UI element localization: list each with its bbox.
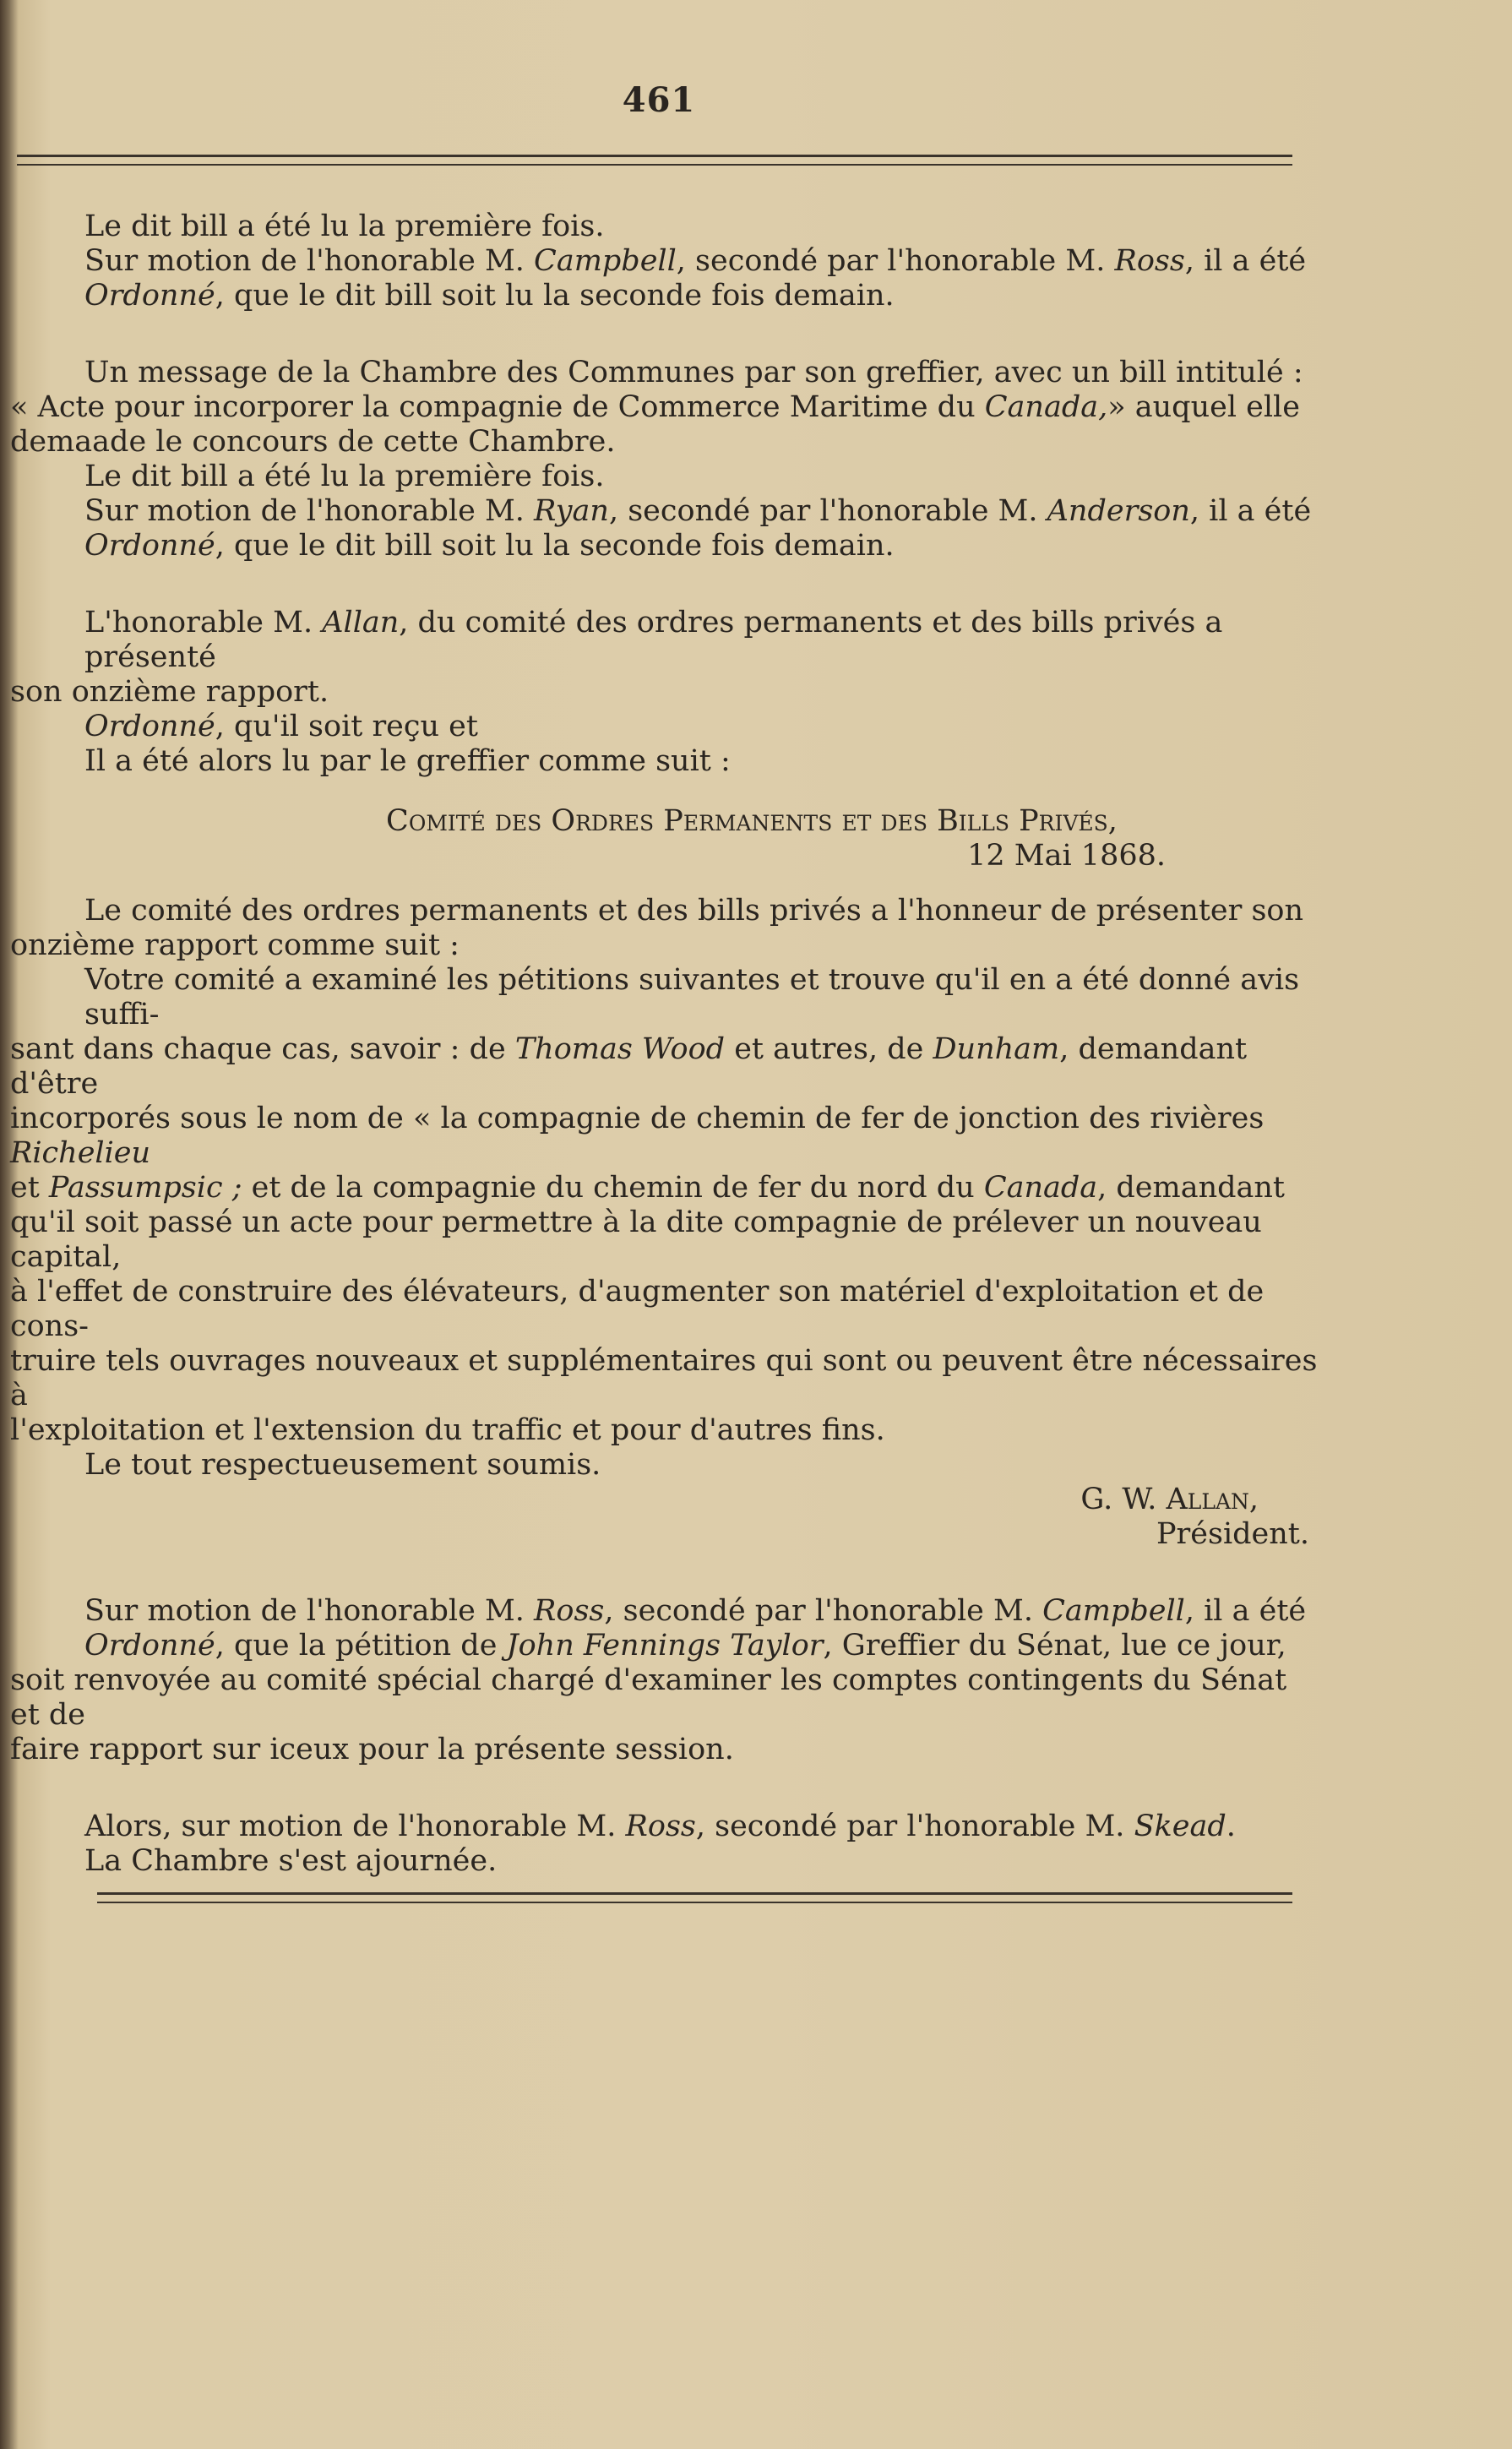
text-line: onzième rapport comme suit : bbox=[10, 928, 460, 962]
body-text bbox=[10, 210, 1318, 1879]
text-line: Un message de la Chambre des Communes par son greffier, avec un bill intitulé : bbox=[84, 356, 1303, 389]
footer-rule bbox=[97, 1892, 1292, 1903]
text-line: La Chambre s'est ajournée. bbox=[84, 1844, 498, 1878]
report-date: 12 Mai 1868. bbox=[967, 839, 1166, 873]
page-number: 461 bbox=[622, 80, 696, 120]
text-line: Le comité des ordres permanents et des bills privés a l'honneur de présenter son bbox=[84, 894, 1304, 928]
text-line: et Passumpsic ; et de la compagnie du chemin de fer du nord du Canada, demandant bbox=[10, 1171, 1285, 1205]
text-line: soit renvoyée au comité spécial chargé d'examiner les comptes contingents du Sénat et de bbox=[10, 1663, 1287, 1732]
text-line: Sur motion de l'honorable M. Ross, secondé par l'honorable M. Campbell, il a été bbox=[84, 1594, 1307, 1628]
text-line: « Acte pour incorporer la compagnie de Commerce Maritime du Canada,» auquel elle bbox=[10, 390, 1300, 424]
text-line: Il a été alors lu par le greffier comme suit : bbox=[84, 744, 731, 778]
text-line: qu'il soit passé un acte pour permettre à la dite compagnie de prélever un nouveau capital, bbox=[10, 1205, 1262, 1274]
text-line: sant dans chaque cas, savoir : de Thomas Wood et autres, de Dunham, demandant d'être bbox=[10, 1032, 1248, 1101]
text-line: Votre comité a examiné les pétitions suivantes et trouve qu'il en a été donné avis suffi- bbox=[84, 963, 1300, 1031]
text-line: Ordonné, que le dit bill soit lu la seconde fois demain. bbox=[84, 529, 895, 563]
text-line: Ordonné, que la pétition de John Fennings Taylor, Greffier du Sénat, lue ce jour, bbox=[84, 1629, 1286, 1663]
text-line: l'exploitation et l'extension du traffic et pour d'autres fins. bbox=[10, 1413, 885, 1447]
text-line: L'honorable M. Allan, du comité des ordres permanents et des bills privés a présenté bbox=[84, 606, 1223, 674]
text-line: Le dit bill a été lu la première fois. bbox=[84, 460, 605, 493]
text-line: incorporés sous le nom de « la compagnie de chemin de fer de jonction des rivières Richelieu bbox=[10, 1102, 1265, 1170]
text-line: faire rapport sur iceux pour la présente session. bbox=[10, 1733, 734, 1766]
text-line: à l'effet de construire des élévateurs, d'augmenter son matériel d'exploitation et de cons- bbox=[10, 1275, 1265, 1343]
report-heading: Comité des Ordres Permanents et des Bills Privés, bbox=[386, 804, 1118, 838]
signature-name: G. W. Allan, bbox=[1080, 1483, 1259, 1516]
text-line: son onzième rapport. bbox=[10, 675, 329, 709]
text-line: Ordonné, que le dit bill soit lu la seconde fois demain. bbox=[84, 279, 895, 313]
signature-title: Président. bbox=[1156, 1517, 1309, 1551]
text-line: Ordonné, qu'il soit reçu et bbox=[84, 710, 478, 743]
text-line: Sur motion de l'honorable M. Ryan, secondé par l'honorable M. Anderson, il a été bbox=[84, 494, 1312, 528]
text-line: Le tout respectueusement soumis. bbox=[84, 1448, 601, 1482]
header-rule bbox=[17, 155, 1292, 166]
text-line: Le dit bill a été lu la première fois. bbox=[84, 210, 605, 243]
text-line: demaade le concours de cette Chambre. bbox=[10, 425, 616, 459]
text-line: truire tels ouvrages nouveaux et supplémentaires qui sont ou peuvent être nécessaires à bbox=[10, 1344, 1318, 1412]
text-line: Sur motion de l'honorable M. Campbell, secondé par l'honorable M. Ross, il a été bbox=[84, 244, 1307, 278]
text-line: Alors, sur motion de l'honorable M. Ross, secondé par l'honorable M. Skead. bbox=[84, 1810, 1236, 1843]
